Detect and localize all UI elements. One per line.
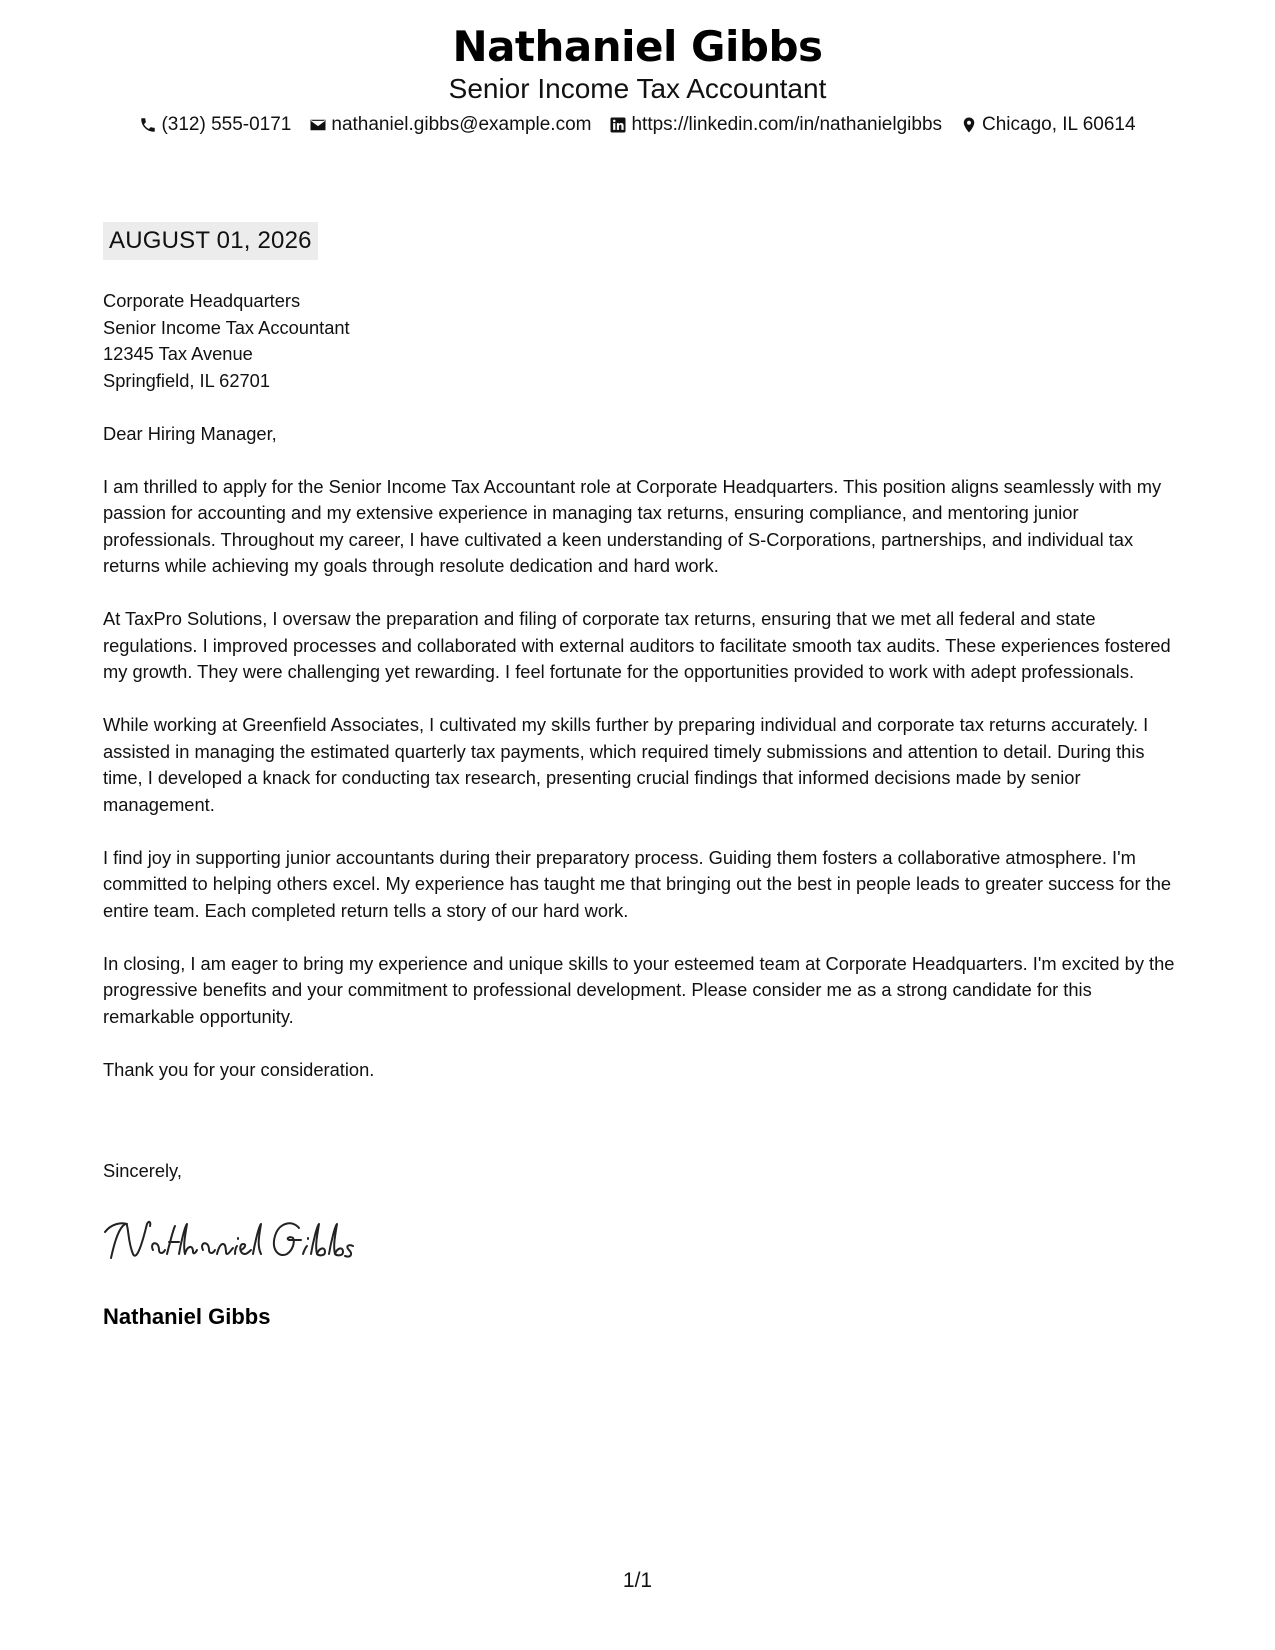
recipient-address <box>103 288 1183 394</box>
contact-location <box>960 113 1136 137</box>
linkedin-text[interactable]: https://linkedin.com/in/nathanielgibbs <box>631 114 943 135</box>
letter-body <box>103 288 1183 1110</box>
thanks-line: Thank you for your consideration. <box>103 1058 375 1080</box>
closing-salutation: Sincerely, <box>103 1160 182 1181</box>
applicant-name: Nathaniel Gibbs <box>452 22 823 71</box>
signed-name: Nathaniel Gibbs <box>103 1304 271 1329</box>
recipient-city: Springfield, IL 62701 <box>103 369 271 391</box>
paragraph-closing: In closing, I am eager to bring my experience and unique skills to your esteemed team at Corporate Headquarters. I'm excited by the progressive benefits and your commitment to professional development. Please consider me as a strong candidate for this remarkable opportunity. <box>103 952 1175 1027</box>
map-marker-icon <box>960 116 978 134</box>
contact-phone <box>139 113 291 137</box>
phone-text: (312) 555-0171 <box>161 114 292 135</box>
recipient-company: Corporate Headquarters <box>103 290 301 311</box>
applicant-title: Senior Income Tax Accountant <box>448 73 827 104</box>
letter-date: AUGUST 01, 2026 <box>103 222 318 260</box>
location-text: Chicago, IL 60614 <box>982 114 1136 135</box>
greeting: Dear Hiring Manager, <box>103 422 277 444</box>
paragraph-mentoring: I find joy in supporting junior accountants during their preparatory process. Guiding them fosters a collaborative atmosphere. I'm committed to helping others excel. My experience has taught me that bringing out the best in people leads to greater success for the entire team. Each completed return tells a story of our hard work. <box>103 846 1172 921</box>
linkedin-icon <box>609 116 627 134</box>
email-text[interactable]: nathaniel.gibbs@example.com <box>331 114 592 135</box>
phone-icon <box>139 116 157 134</box>
contact-linkedin[interactable] <box>609 113 942 137</box>
contact-email[interactable] <box>309 113 591 137</box>
letter-header <box>0 22 1275 137</box>
envelope-icon <box>309 116 327 134</box>
paragraph-intro: I am thrilled to apply for the Senior Income Tax Accountant role at Corporate Headquarters. This position aligns seamlessly with my passion for accounting and my extensive experience in managing tax returns, ensuring compliance, and mentoring junior professionals. Throughout my career, I have cultivated a keen understanding of S-Corporations, partnerships, and individual tax returns while achieving my goals through resolute dedication and hard work. <box>103 475 1162 576</box>
paragraph-taxpro: At TaxPro Solutions, I oversaw the preparation and filing of corporate tax returns, ensuring that we met all federal and state regulations. I improved processes and collaborated with external auditors to facilitate smooth tax audits. These experiences fostered my growth. They were challenging yet rewarding. I feel fortunate for the opportunities provided to work with adept professionals. <box>103 608 1171 682</box>
contact-bar <box>0 113 1275 137</box>
page-number: 1/1 <box>622 1569 653 1592</box>
handwritten-signature <box>103 1210 363 1270</box>
paragraph-greenfield: While working at Greenfield Associates, I cultivated my skills further by preparing individual and corporate tax returns accurately. I assisted in managing the estimated quarterly tax payments, which required timely submissions and attention to detail. During this time, I developed a knack for conducting tax research, presenting crucial findings that informed decisions made by senior management. <box>103 714 1149 815</box>
recipient-street: 12345 Tax Avenue <box>103 343 253 364</box>
recipient-position: Senior Income Tax Accountant <box>103 316 350 338</box>
